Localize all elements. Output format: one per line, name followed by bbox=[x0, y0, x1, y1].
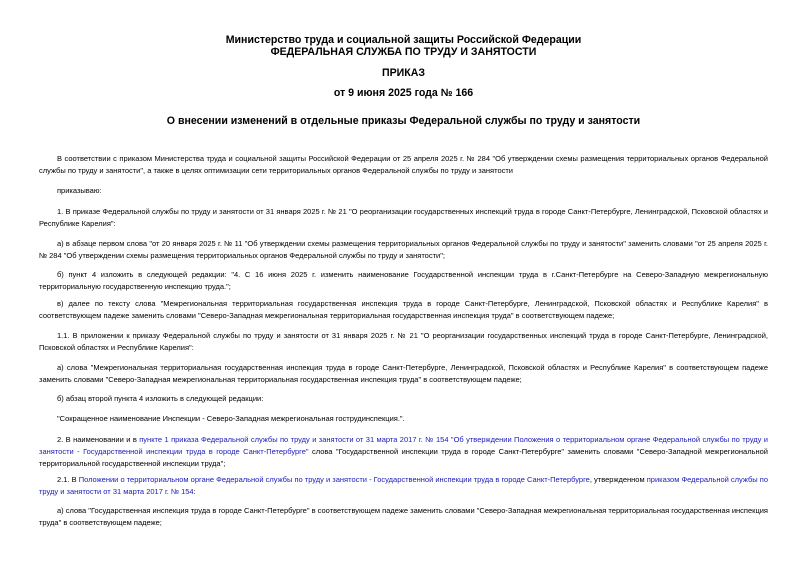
order-154-point-1-link[interactable]: пункте 1 приказа Федеральной службы по труду и занятости от 31 марта 2017 г. № 154 "Об утверждении Положения о территориальном органе Федеральной службы по труду и занятости - Государственной инспекции труда в городе Санкт-Петербурге" bbox=[39, 435, 768, 456]
paragraph-quote: "Сокращенное наименование Инспекции - Северо-Западная межрегиональная гострудинспекция.". bbox=[57, 414, 405, 423]
paragraph-item-1: 1. В приказе Федеральной службы по труду и занятости от 31 января 2025 г. № 21 "О реорганизации государственных инспекций труда в городе Санкт-Петербурге, Ленинградской, Псковской областях и Республике Карелия": bbox=[39, 207, 768, 228]
service-heading: ФЕДЕРАЛЬНАЯ СЛУЖБА ПО ТРУДУ И ЗАНЯТОСТИ bbox=[270, 46, 537, 58]
paragraph-item-2-1a: а) слова "Государственная инспекция труда в городе Санкт-Петербурге" в соответствующем падеже заменить словами "Северо-Западная межрегиональная территориальная государственная инспекция труда" в соответствующем падеже; bbox=[39, 506, 768, 527]
paragraph-item-1b: б) пункт 4 изложить в следующей редакции: "4. С 16 июня 2025 г. изменить наименование Государственной инспекции труда в г.Санкт-Петербурге на Северо-Западную межрегиональную территориальную государственную инспекцию труда."; bbox=[39, 270, 768, 291]
order-154-link[interactable]: приказом Федеральной службы по труду и занятости от 31 марта 2017 г. № 154 bbox=[39, 475, 768, 496]
paragraph-item-1a: а) в абзаце первом слова "от 20 января 2025 г. № 11 "Об утверждении схемы размещения территориальных органов Федеральной службы по труду и занятости" заменить словами "от 25 апреля 2025 г. № 284 "Об утверждении схемы размещения территориальных органов Федеральной службы по труду и занятости"; bbox=[39, 239, 768, 260]
document-date-number: от 9 июня 2025 года № 166 bbox=[333, 87, 474, 99]
paragraph-preamble: В соответствии с приказом Министерства труда и социальной защиты Российской Федерации от 25 апреля 2025 г. № 284 "Об утверждении схемы размещения территориальных органов Федеральной службы по труду и занятости", а также в целях оптимизации сети территориальных органов Федеральной службы по труду и занятости bbox=[39, 154, 768, 175]
paragraph-item-1-1a: а) слова "Межрегиональная территориальная государственная инспекция труда в городе Санкт-Петербурге, Ленинградской, Псковской областях и Республике Карелия" в соответствующем падеже заменить словами "Северо-Западная межрегиональная территориальная государственная инспекция труда" в соответствующем падеже; bbox=[39, 363, 768, 384]
paragraph-item-1-1b: б) абзац второй пункта 4 изложить в следующей редакции: bbox=[57, 394, 264, 403]
paragraph-item-1c: в) далее по тексту слова "Межрегиональная территориальная государственная инспекция труда в городе Санкт-Петербурге, Ленинградской, Псковской областях и Республике Карелия" в соответствующем падеже заменить словами "Северо-Западная межрегиональная территориальная государственная инспекция труда" в соответствующем падеже; bbox=[39, 299, 768, 320]
paragraph-item-1-1: 1.1. В приложении к приказу Федеральной службы по труду и занятости от 31 января 2025 г. № 21 "О реорганизации государственных инспекций труда в городе Санкт-Петербурге, Ленинградской, Псковской областях и Республике Карелия": bbox=[39, 331, 768, 352]
item-2-1-middle: , утвержденном bbox=[589, 475, 647, 484]
paragraph-item-2-1 bbox=[39, 474, 768, 498]
regulation-link[interactable]: Положении о территориальном органе Федеральной службы по труду и занятости - Государственной инспекции труда в городе Санкт-Петербурге bbox=[78, 475, 590, 484]
document-title: О внесении изменений в отдельные приказы Федеральной службы по труду и занятости bbox=[166, 115, 641, 127]
ministry-heading: Министерство труда и социальной защиты Российской Федерации bbox=[225, 34, 582, 46]
item-2-suffix: слова "Государственной инспекции труда в городе Санкт-Петербурге" заменить словами "Северо-Западной межрегиональной территориальной государственной инспекции труда"; bbox=[39, 447, 768, 468]
paragraph-order: приказываю: bbox=[57, 186, 102, 195]
paragraph-item-2 bbox=[39, 434, 768, 470]
item-2-1-prefix: 2.1. В bbox=[57, 475, 79, 484]
item-2-prefix: 2. В наименовании и в bbox=[57, 435, 140, 444]
document-type: ПРИКАЗ bbox=[381, 67, 426, 79]
item-2-1-suffix: : bbox=[193, 487, 196, 496]
